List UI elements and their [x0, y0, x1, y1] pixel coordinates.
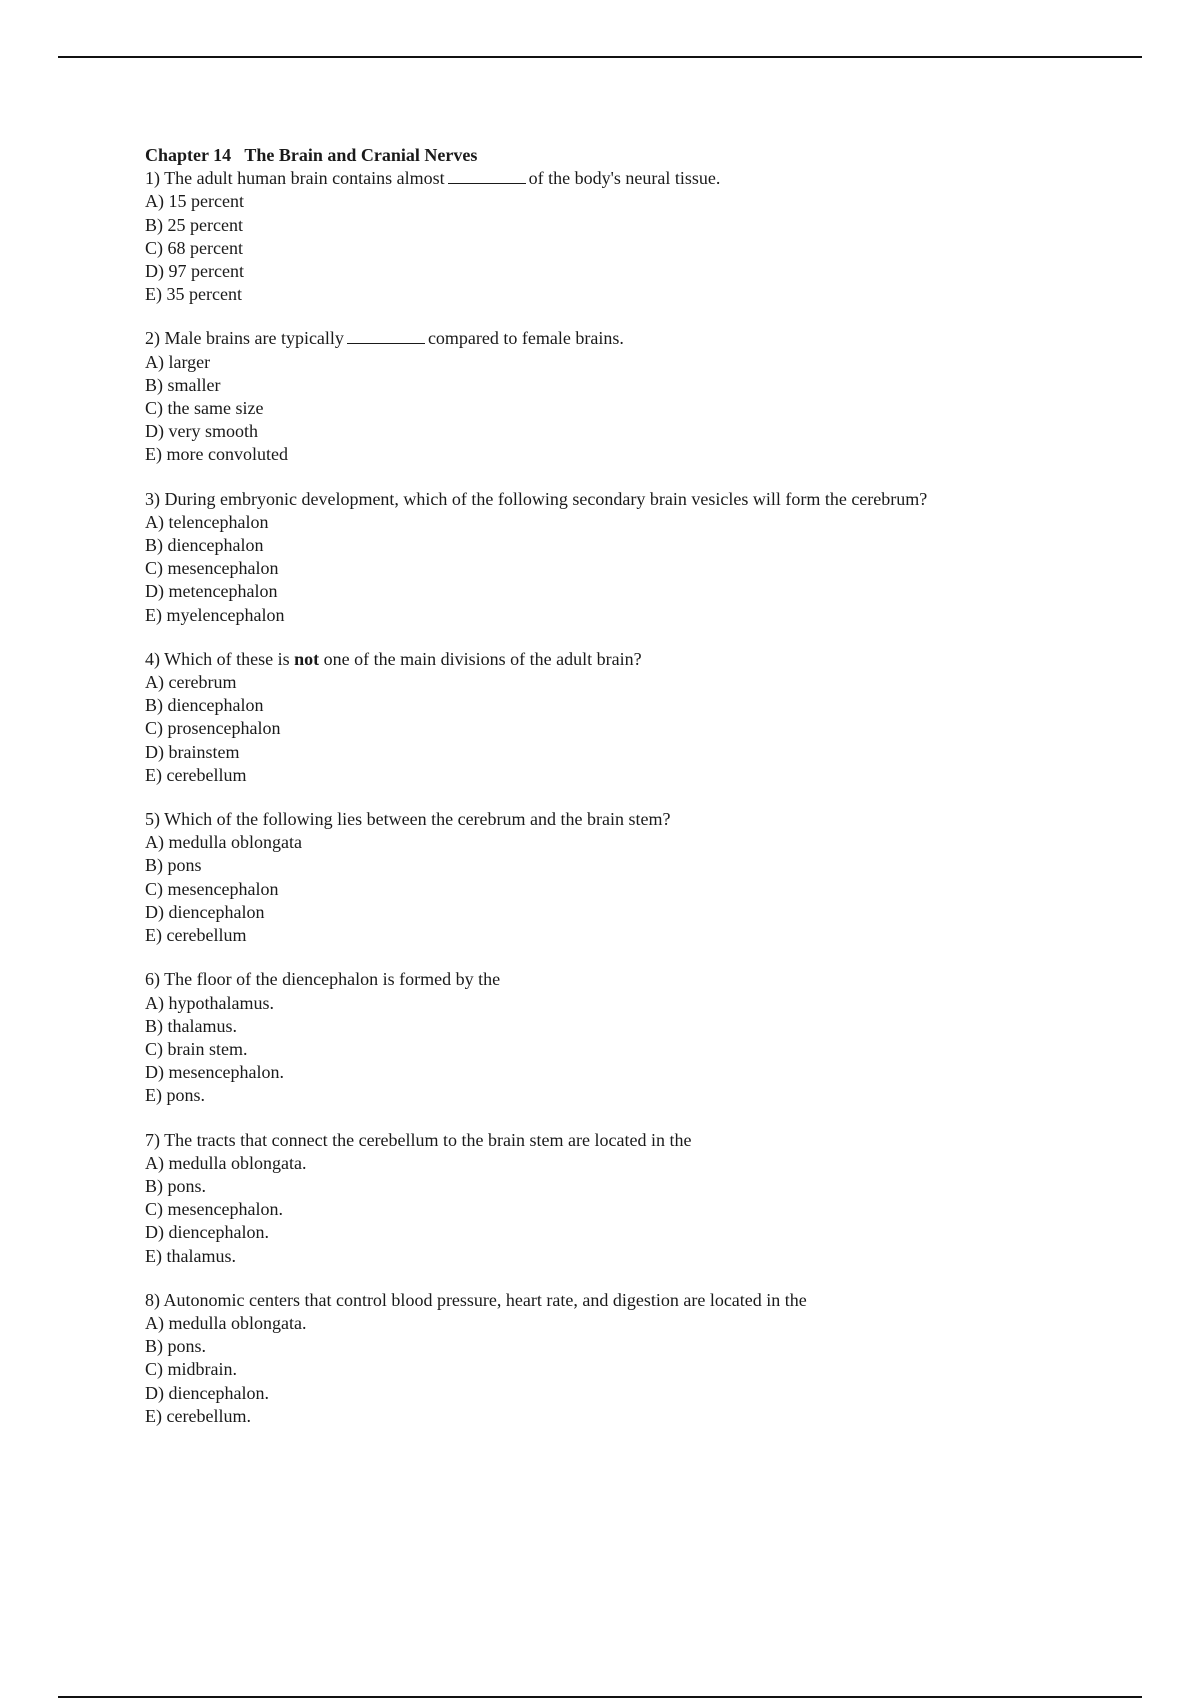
option-d: D) mesencephalon. — [145, 1062, 284, 1083]
option-b: B) thalamus. — [145, 1015, 237, 1036]
option-e: E) cerebellum — [145, 764, 247, 785]
question-2 — [145, 327, 1105, 466]
option-a: A) medulla oblongata. — [145, 1312, 307, 1333]
question-5 — [145, 808, 1105, 947]
option-e: E) cerebellum — [145, 925, 247, 946]
option-e: E) cerebellum. — [145, 1405, 251, 1426]
option-d: D) diencephalon. — [145, 1222, 269, 1243]
question-6 — [145, 968, 1105, 1107]
option-b: B) smaller — [145, 374, 221, 395]
option-e: E) more convoluted — [145, 444, 288, 465]
option-a: A) medulla oblongata — [145, 832, 302, 853]
option-e: E) myelencephalon — [145, 604, 285, 625]
option-a: A) larger — [145, 351, 211, 372]
option-c: C) mesencephalon. — [145, 1199, 283, 1220]
option-a: A) telencephalon — [145, 511, 269, 532]
question-text: 5) Which of the following lies between the cerebrum and the brain stem? — [145, 809, 671, 830]
question-1 — [145, 167, 1105, 306]
chapter-title: Chapter 14 The Brain and Cranial Nerves — [145, 145, 478, 165]
option-e: E) 35 percent — [145, 284, 242, 305]
option-b: B) pons — [145, 855, 202, 876]
question-text: 2) Male brains are typically compared to female brains. — [145, 328, 624, 349]
option-a: A) cerebrum — [145, 672, 237, 693]
question-4 — [145, 648, 1105, 787]
document-body — [145, 144, 1105, 1449]
question-3 — [145, 488, 1105, 627]
option-c: C) mesencephalon — [145, 878, 279, 899]
option-d: D) diencephalon — [145, 901, 265, 922]
option-e: E) thalamus. — [145, 1245, 236, 1266]
option-d: D) metencephalon — [145, 581, 278, 602]
emphasis-word: not — [294, 648, 320, 669]
option-d: D) brainstem — [145, 741, 240, 762]
option-c: C) 68 percent — [145, 237, 243, 258]
option-b: B) pons. — [145, 1336, 207, 1357]
option-c: C) the same size — [145, 398, 264, 419]
question-text: 4) Which of these is not one of the main divisions of the adult brain? — [145, 648, 642, 669]
option-e: E) pons. — [145, 1085, 205, 1106]
option-c: C) brain stem. — [145, 1038, 248, 1059]
footer-rule — [58, 1696, 1142, 1698]
option-a: A) 15 percent — [145, 191, 244, 212]
option-d: D) 97 percent — [145, 261, 244, 282]
question-text: 6) The floor of the diencephalon is formed by the — [145, 969, 501, 990]
answer-blank — [448, 168, 526, 184]
option-c: C) prosencephalon — [145, 718, 281, 739]
question-8 — [145, 1289, 1105, 1428]
option-c: C) midbrain. — [145, 1359, 237, 1380]
question-7 — [145, 1129, 1105, 1268]
question-text: 8) Autonomic centers that control blood pressure, heart rate, and digestion are located in the — [145, 1289, 807, 1310]
question-text: 1) The adult human brain contains almost of the body's neural tissue. — [145, 168, 721, 189]
header-rule — [58, 56, 1142, 58]
option-a: A) medulla oblongata. — [145, 1152, 307, 1173]
question-text: 3) During embryonic development, which of the following secondary brain vesicles will form the cerebrum? — [145, 488, 928, 509]
option-b: B) diencephalon — [145, 695, 264, 716]
question-text: 7) The tracts that connect the cerebellum to the brain stem are located in the — [145, 1129, 692, 1150]
option-d: D) very smooth — [145, 421, 258, 442]
option-c: C) mesencephalon — [145, 558, 279, 579]
option-a: A) hypothalamus. — [145, 992, 274, 1013]
option-d: D) diencephalon. — [145, 1382, 269, 1403]
answer-blank — [347, 328, 425, 344]
option-b: B) 25 percent — [145, 214, 243, 235]
option-b: B) diencephalon — [145, 535, 264, 556]
option-b: B) pons. — [145, 1175, 207, 1196]
